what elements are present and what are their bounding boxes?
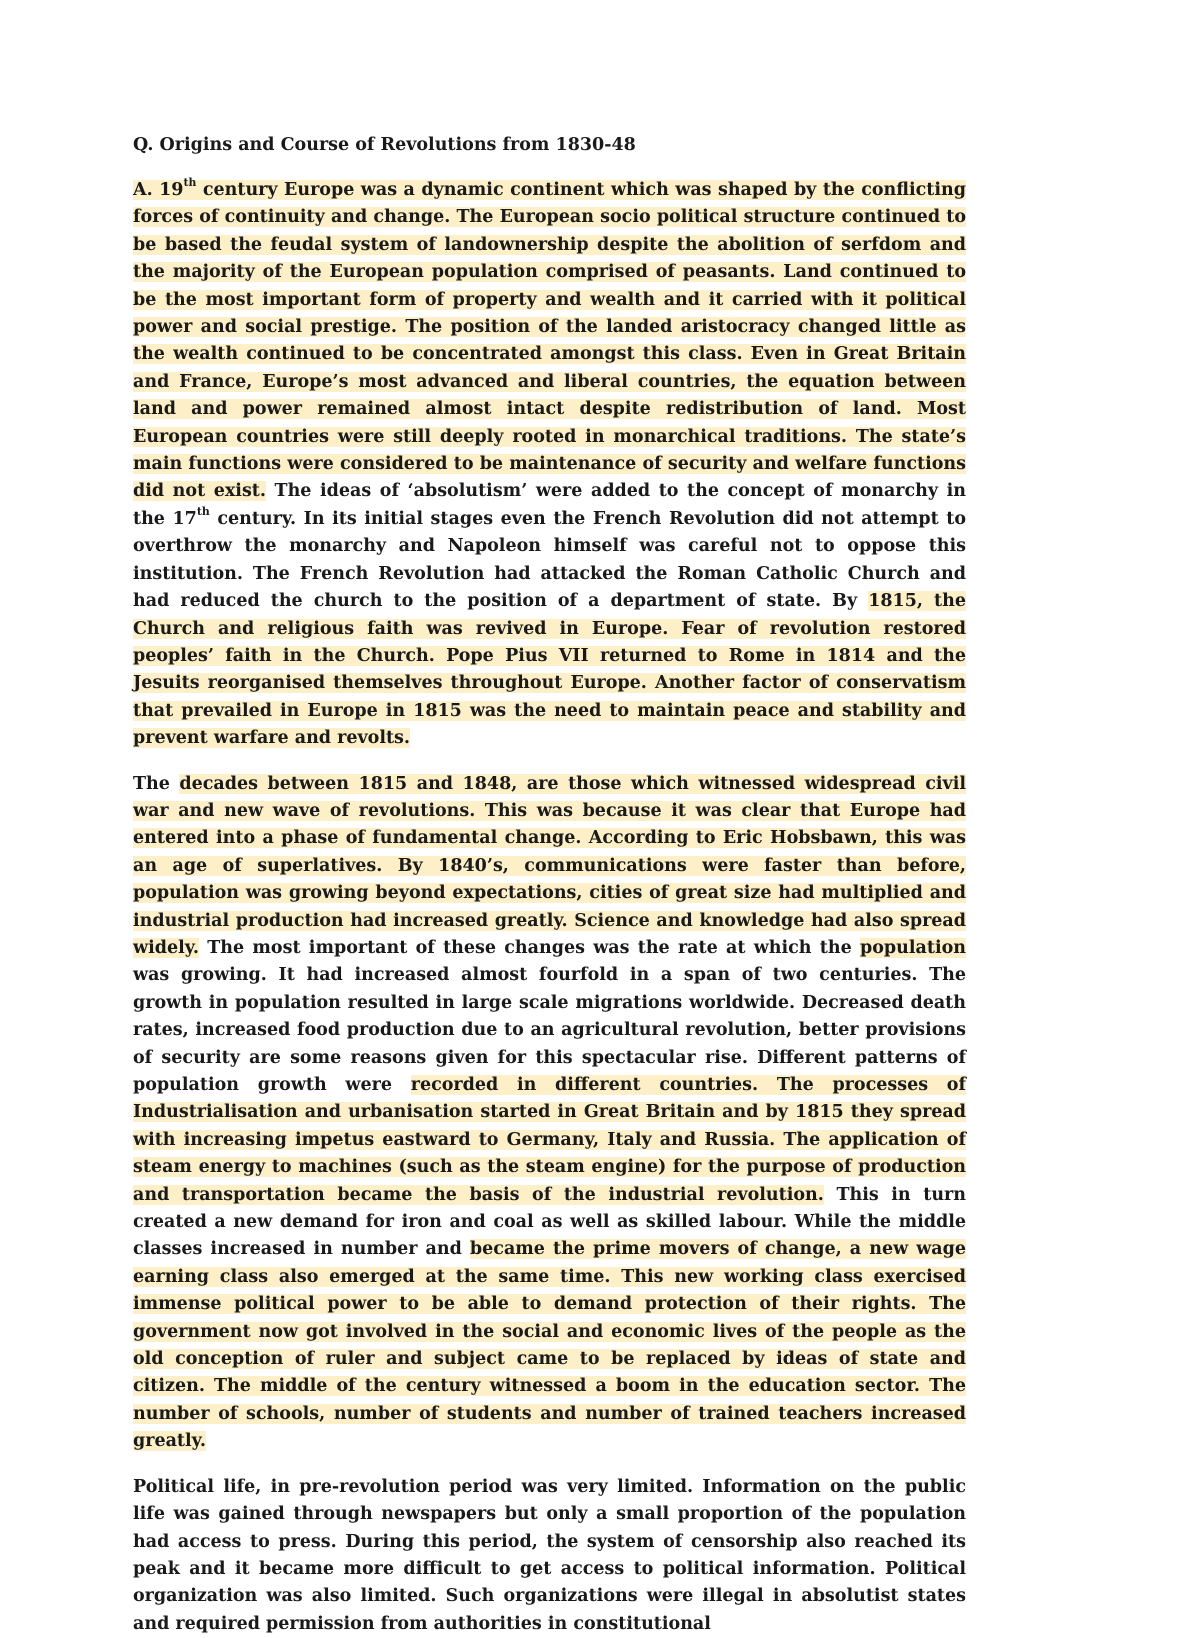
text-run: The ideas of ‘absolutism’ were added to the concept of monarchy in the 17 bbox=[133, 481, 967, 529]
highlight-span: decades between 1815 and 1848, are those which witnessed widespread civil war and new wave of revolutions. This was because it was clear that Europe had entered into a phase of fundamental change. According to Eric Hobsbawn, this was an age of superlatives. By 1840’s, communications were faster than before, population was growing beyond expectations, cities of great size had multiplied and industrial production had increased greatly. Science and knowledge had also spread widely. bbox=[133, 773, 966, 958]
paragraph-1 bbox=[133, 177, 966, 753]
highlight-span: 1815, the Church and religious faith was revived in Europe. Fear of revolution restored peoples’ faith in the Church. Pope Pius VII returned to Rome in 1814 and the Jesuits reorganised themselves throughout Europe. Another factor of conservatism that prevailed in Europe in 1815 was the need to maintain peace and stability and prevent warfare and revolts. bbox=[133, 591, 966, 749]
text-run: Political life, in pre-revolution period was very limited. Information on the public life was gained through newspapers but only a small proportion of the population had access to press. During this period, the system of censorship also reached its peak and it became more difficult to get access to political information. Political organization was also limited. Such organizations were illegal in absolutist states and required permission from authorities in constitutional bbox=[133, 1476, 966, 1634]
page-title: Q. Origins and Course of Revolutions from 1830-48 bbox=[133, 135, 636, 155]
text-run: The bbox=[133, 773, 180, 794]
highlight-span: recorded in different countries. The processes of Industrialisation and urbanisation started in Great Britain and by 1815 they spread with increasing impetus eastward to Germany, Italy and Russia. The application of steam energy to machines (such as the steam engine) for the purpose of production and transportation became the basis of the industrial revolution. bbox=[133, 1075, 966, 1205]
text-run: century Europe was a dynamic continent which was shaped by the conflicting forces of continuity and change. The European socio political structure continued to be based the feudal system of landownership despite the abolition of serfdom and the majority of the European population comprised of peasants. Land continued to be the most important form of property and wealth and it carried with it political power and social prestige. The position of the landed aristocracy changed little as the wealth continued to be concentrated amongst this class. Even in Great Britain and France, Europe’s most advanced and liberal countries, the equation between land and power remained almost intact despite redistribution of land. Most European countries were still deeply rooted in monarchical traditions. The state’s main functions were considered to be maintenance of security and welfare functions did not exist. bbox=[133, 180, 966, 502]
text-run: A. 19 bbox=[133, 180, 184, 200]
paragraph-3 bbox=[133, 1474, 966, 1638]
highlight-span bbox=[133, 176, 966, 502]
highlight-span: population bbox=[860, 937, 966, 958]
superscript: th bbox=[196, 504, 210, 518]
superscript: th bbox=[183, 176, 197, 190]
highlight-span: became the prime movers of change, a new wage earning class also emerged at the same time. This new working class exercised immense political power to be able to demand protection of their rights. The government now got involved in the social and economic lives of the people as the old conception of ruler and subject came to be replaced by ideas of state and citizen. The middle of the century witnessed a boom in the education sector. The number of schools, number of students and number of trained teachers increased greatly. bbox=[133, 1239, 967, 1452]
text-run: was growing. It had increased almost fourfold in a span of two centuries. The growth in population resulted in large scale migrations worldwide. Decreased death rates, increased food production due to an agricultural revolution, better provisions of security are some reasons given for this spectacular rise. Different patterns of population growth were bbox=[133, 965, 966, 1095]
paragraph-2 bbox=[133, 771, 966, 1456]
text-run: The most important of these changes was the rate at which the bbox=[198, 937, 861, 958]
text-run: This in turn created a new demand for iron and coal as well as skilled labour. While the middle classes increased in number and bbox=[133, 1184, 966, 1260]
text-run: century. In its initial stages even the French Revolution did not attempt to overthrow the monarchy and Napoleon himself was careful not to oppose this institution. The French Revolution had attacked the Roman Catholic Church and had reduced the church to the position of a department of state. By bbox=[133, 508, 967, 612]
